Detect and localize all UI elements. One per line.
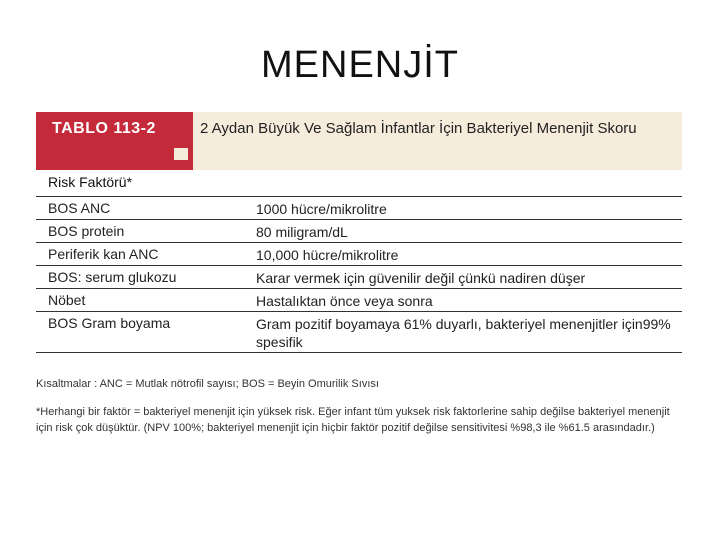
- column-header-risk-factor: Risk Faktörü*: [48, 174, 133, 190]
- table-row: [36, 196, 682, 219]
- row-value: Gram pozitif boyamaya 61% duyarlı, bakteriyel menenjitler için99% spesifik: [256, 316, 671, 350]
- table-label-notch: [174, 148, 188, 160]
- row-value: 80 miligram/dL: [256, 224, 348, 240]
- row-factor: BOS: serum glukozu: [48, 269, 177, 285]
- row-value: Hastalıktan önce veya sonra: [256, 293, 433, 309]
- row-factor: BOS ANC: [48, 200, 111, 216]
- table-row: [36, 242, 682, 265]
- row-factor: Nöbet: [48, 292, 86, 308]
- abbreviations-note: Kısaltmalar : ANC = Mutlak nötrofil sayısı; BOS = Beyin Omurilik Sıvısı: [36, 378, 379, 390]
- table-body: [36, 196, 682, 353]
- table-row: [36, 288, 682, 311]
- table-footnote: *Herhangi bir faktör = bakteriyel menenjit için yüksek risk. Eğer infant tüm yuksek risk faktorlerine sahip değilse bakteriyel menenjit için risk çok düşüktür. (NPV 100%; bakteriyel menenjit için hiçbir faktör pozitif değilse sensitivitesi %98,3 ile %61.5 arasındadır.): [36, 406, 670, 434]
- row-factor: BOS Gram boyama: [48, 315, 171, 331]
- row-factor: BOS protein: [48, 223, 125, 239]
- table-row: [36, 265, 682, 288]
- table-title: 2 Aydan Büyük Ve Sağlam İnfantlar İçin Bakteriyel Menenjit Skoru: [200, 120, 637, 137]
- slide-title: MENENJİT: [261, 44, 459, 86]
- table-row: [36, 219, 682, 242]
- table-label: TABLO 113-2: [52, 120, 156, 137]
- row-value: 1000 hücre/mikrolitre: [256, 201, 387, 217]
- table-label-tag: [36, 112, 193, 170]
- table-row: [36, 311, 682, 353]
- row-value: 10,000 hücre/mikrolitre: [256, 247, 399, 263]
- row-factor: Periferik kan ANC: [48, 246, 159, 262]
- table-image: [36, 112, 682, 462]
- row-value: Karar vermek için güvenilir değil çünkü nadiren düşer: [256, 270, 586, 286]
